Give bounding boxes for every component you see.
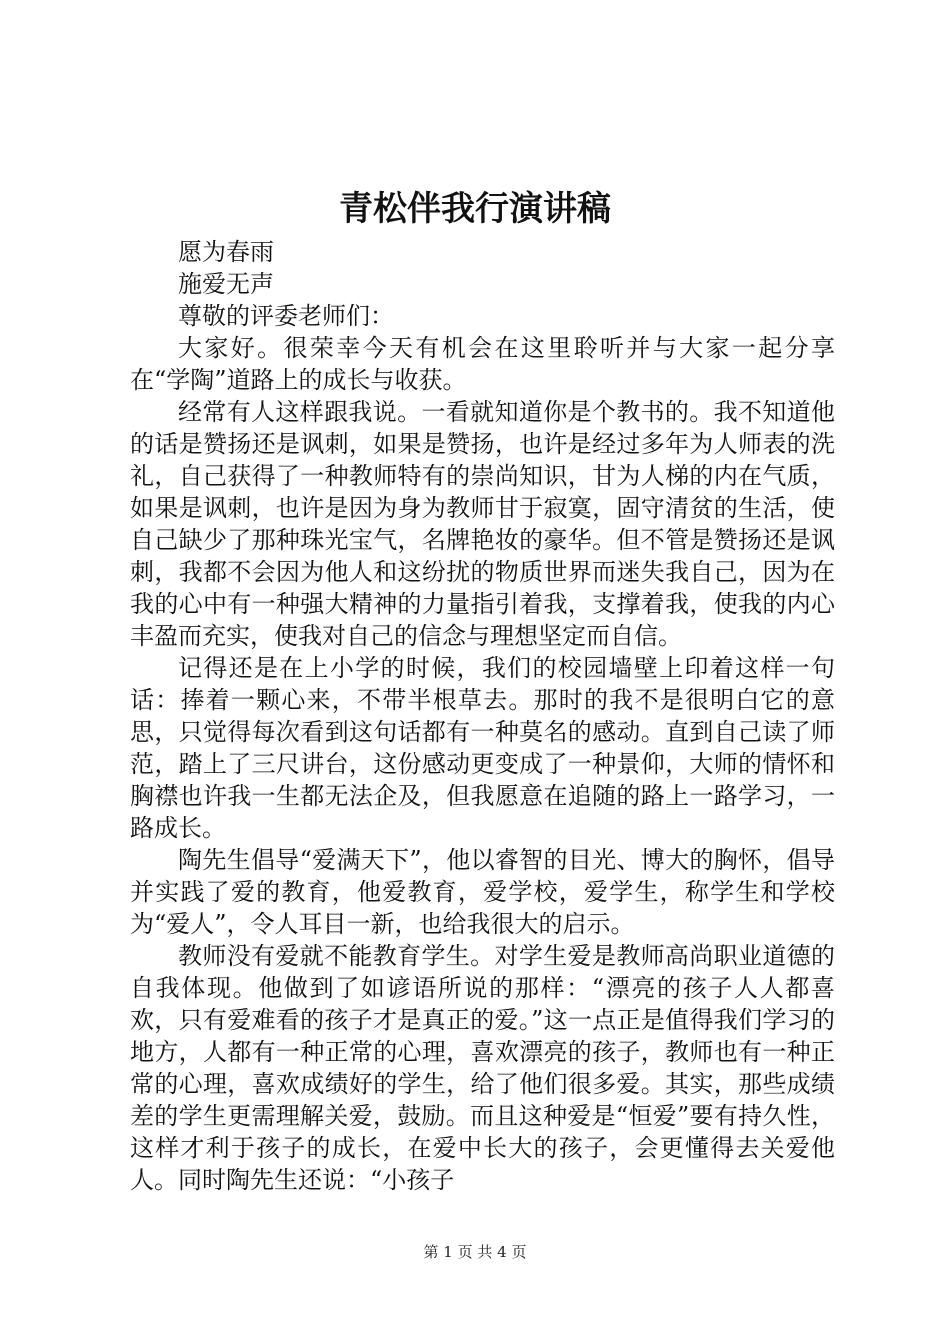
body-paragraph: 经常有人这样跟我说。一看就知道你是个教书的。我不知道他的话是赞扬还是讽刺，如果是赞扬，也许是经过多年为人师表的洗礼，自己获得了一种教师特有的崇尚知识，甘为人梯的内在气质，如果是讽刺，也许是因为身为教师甘于寂寞，固守清贫的生活，使自己缺少了那种珠光宝气，名牌艳妆的豪华。但不管是赞扬还是讽刺，我都不会因为他人和这纷扰的物质世界而迷失我自己，因为在我的心中有一种强大精神的力量指引着我，支撑着我，使我的内心丰盈而充实，使我对自己的信念与理想坚定而自信。 <box>130 398 835 650</box>
body-paragraph: 教师没有爱就不能教育学生。对学生爱是教师高尚职业道德的自我体现。他做到了如谚语所说的那样：“漂亮的孩子人人都喜欢，只有爱难看的孩子才是真正的爱。”这一点正是值得我们学习的地方，人都有一种正常的心理，喜欢漂亮的孩子，教师也有一种正常的心理，喜欢成绩好的学生，给了他们很多爱。其实，那些成绩差的学生更需理解关爱，鼓励。而且这种爱是“恒爱”要有持久性，这样才利于孩子的成长，在爱中长大的孩子，会更懂得去关爱他人。同时陶先生还说：“小孩子 <box>130 942 835 1194</box>
document-title: 青松伴我行演讲稿 <box>339 189 611 229</box>
body-paragraph: 愿为春雨 <box>178 238 274 266</box>
body-paragraph: 大家好。很荣幸今天有机会在这里聆听并与大家一起分享在“学陶”道路上的成长与收获。 <box>130 334 835 394</box>
body-paragraph: 尊敬的评委老师们： <box>178 302 394 330</box>
body-paragraph: 陶先生倡导“爱满天下”，他以睿智的目光、博大的胸怀，倡导并实践了爱的教育，他爱教育，爱学校，爱学生，称学生和学校为“爱人”，令人耳目一新，也给我很大的启示。 <box>130 846 835 938</box>
body-paragraph: 记得还是在上小学的时候，我们的校园墙壁上印着这样一句话：捧着一颗心来，不带半根草去。那时的我不是很明白它的意思，只觉得每次看到这句话都有一种莫名的感动。直到自己读了师范，踏上了三尺讲台，这份感动更变成了一种景仰，大师的情怀和胸襟也许我一生都无法企及，但我愿意在追随的路上一路学习，一路成长。 <box>130 654 835 842</box>
page-footer: 第 1 页 共 4 页 <box>423 1243 527 1261</box>
body-paragraph: 施爱无声 <box>178 270 274 298</box>
document-body <box>130 236 835 1196</box>
